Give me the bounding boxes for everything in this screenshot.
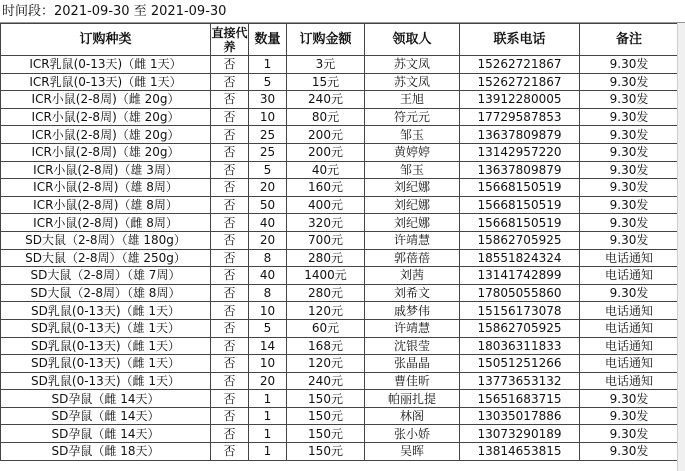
cell-type[interactable]: SD乳鼠(0-13天)（雌 1天） [1,355,211,373]
cell-amount[interactable]: 320元 [287,214,365,232]
cell-quantity[interactable]: 10 [249,302,287,320]
cell-remark[interactable]: 9.30发 [580,443,679,461]
table-row[interactable] [1,126,679,144]
cell-recipient[interactable]: 帕丽扎提 [365,390,460,408]
cell-remark[interactable]: 电话通知 [580,249,679,267]
cell-type[interactable]: SD乳鼠(0-13天)（雌 1天） [1,302,211,320]
cell-quantity[interactable]: 1 [249,56,287,74]
cell-recipient[interactable]: 刘纪娜 [365,196,460,214]
cell-quantity[interactable]: 1 [249,443,287,461]
end-date[interactable]: 2021-09-30 [150,4,227,19]
cell-phone[interactable]: 15156173078 [460,302,580,320]
cell-quantity[interactable]: 8 [249,249,287,267]
cell-amount[interactable]: 280元 [287,284,365,302]
table-row[interactable] [1,143,679,161]
cell-type[interactable]: SD乳鼠(0-13天)（雄 1天） [1,319,211,337]
cell-remark[interactable]: 9.30发 [580,196,679,214]
cell-direct-raise[interactable]: 否 [211,91,249,109]
cell-recipient[interactable]: 郭蓓蓓 [365,249,460,267]
col-header-recipient: 领取人 [365,24,460,56]
cell-amount[interactable]: 60元 [287,319,365,337]
cell-phone[interactable]: 15262721867 [460,73,580,91]
start-date[interactable]: 2021-09-30 [54,4,130,19]
cell-amount[interactable]: 120元 [287,355,365,373]
cell-phone[interactable]: 13637809879 [460,161,580,179]
cell-direct-raise[interactable]: 否 [211,407,249,425]
table-row[interactable] [1,56,679,74]
cell-quantity[interactable]: 8 [249,284,287,302]
cell-quantity[interactable]: 20 [249,372,287,390]
cell-remark[interactable]: 9.30发 [580,143,679,161]
cell-quantity[interactable]: 20 [249,179,287,197]
cell-direct-raise[interactable]: 否 [211,56,249,74]
cell-phone[interactable]: 13035017886 [460,407,580,425]
header-row [1,24,679,56]
cell-quantity[interactable]: 14 [249,337,287,355]
cell-quantity[interactable]: 1 [249,390,287,408]
cell-type[interactable]: ICR小鼠(2-8周)（雌 8周） [1,214,211,232]
cell-type[interactable]: SD乳鼠(0-13天)（雌 1天） [1,337,211,355]
cell-recipient[interactable]: 曹佳昕 [365,372,460,390]
cell-phone[interactable]: 18036311833 [460,337,580,355]
table-row[interactable] [1,355,679,373]
cell-remark[interactable]: 9.30发 [580,390,679,408]
cell-amount[interactable]: 280元 [287,249,365,267]
col-header-type: 订购种类 [1,24,211,56]
cell-direct-raise[interactable]: 否 [211,73,249,91]
cell-direct-raise[interactable]: 否 [211,196,249,214]
cell-quantity[interactable]: 50 [249,196,287,214]
col-header-amount: 订购金额 [287,24,365,56]
cell-quantity[interactable]: 1 [249,407,287,425]
table-row[interactable] [1,284,679,302]
cell-amount[interactable]: 1400元 [287,267,365,285]
cell-direct-raise[interactable]: 否 [211,355,249,373]
col-header-direct-raise: 直接代养 [211,25,248,54]
cell-type[interactable]: SD孕鼠（雌 14天） [1,407,211,425]
cell-quantity[interactable]: 5 [249,73,287,91]
table-row[interactable] [1,372,679,390]
to-label: 至 [133,4,147,19]
cell-remark[interactable]: 9.30发 [580,126,679,144]
cell-type[interactable]: SD孕鼠（雌 14天） [1,425,211,443]
cell-direct-raise[interactable]: 否 [211,425,249,443]
cell-recipient[interactable]: 苏文凤 [365,73,460,91]
col-header-phone: 联系电话 [460,24,580,56]
cell-amount[interactable]: 160元 [287,179,365,197]
cell-recipient[interactable]: 王旭 [365,91,460,109]
cell-recipient[interactable]: 刘茜 [365,267,460,285]
cell-direct-raise[interactable]: 否 [211,126,249,144]
cell-type[interactable]: SD孕鼠（雌 18天） [1,443,211,461]
cell-amount[interactable]: 400元 [287,196,365,214]
cell-amount[interactable]: 240元 [287,372,365,390]
cell-recipient[interactable]: 刘纪娜 [365,179,460,197]
cell-type[interactable]: ICR小鼠(2-8周)（雄 3周） [1,161,211,179]
cell-amount[interactable]: 200元 [287,143,365,161]
cell-remark[interactable]: 9.30发 [580,425,679,443]
cell-quantity[interactable]: 20 [249,231,287,249]
cell-phone[interactable]: 17805055860 [460,284,580,302]
cell-type[interactable]: ICR小鼠(2-8周)（雄 8周） [1,179,211,197]
cell-quantity[interactable]: 5 [249,319,287,337]
cell-direct-raise[interactable]: 否 [211,108,249,126]
cell-remark[interactable]: 9.30发 [580,161,679,179]
cell-type[interactable]: SD大鼠（2-8周）（雄 250g） [1,249,211,267]
cell-remark[interactable]: 电话通知 [580,267,679,285]
cell-type[interactable]: ICR小鼠(2-8周)（雄 20g） [1,126,211,144]
cell-recipient[interactable]: 许靖慧 [365,231,460,249]
cell-phone[interactable]: 15651683715 [460,390,580,408]
cell-recipient[interactable]: 邹玉 [365,126,460,144]
cell-type[interactable]: SD乳鼠(0-13天)（雌 1天） [1,372,211,390]
cell-remark[interactable]: 电话通知 [580,355,679,373]
table-row[interactable] [1,443,679,461]
cell-direct-raise[interactable]: 否 [211,319,249,337]
cell-recipient[interactable]: 林阁 [365,407,460,425]
cell-phone[interactable]: 13073290189 [460,425,580,443]
cell-amount[interactable]: 150元 [287,443,365,461]
cell-type[interactable]: ICR乳鼠(0-13天)（雌 1天） [1,56,211,74]
cell-recipient[interactable]: 邹玉 [365,161,460,179]
cell-recipient[interactable]: 符元元 [365,108,460,126]
cell-quantity[interactable]: 25 [249,143,287,161]
cell-amount[interactable]: 120元 [287,302,365,320]
cell-phone[interactable]: 15862705925 [460,231,580,249]
cell-phone[interactable]: 13141742899 [460,267,580,285]
table-row[interactable] [1,91,679,109]
cell-direct-raise[interactable]: 否 [211,214,249,232]
cell-type[interactable]: SD孕鼠（雌 14天） [1,390,211,408]
cell-recipient[interactable]: 黄婷婷 [365,143,460,161]
cell-phone[interactable]: 13814653815 [460,443,580,461]
cell-direct-raise[interactable]: 否 [211,443,249,461]
cell-phone[interactable]: 15668150519 [460,179,580,197]
cell-phone[interactable]: 13637809879 [460,126,580,144]
cell-remark[interactable]: 9.30发 [580,108,679,126]
table-row[interactable] [1,319,679,337]
table-row[interactable] [1,302,679,320]
cell-remark[interactable]: 9.30发 [580,214,679,232]
cell-direct-raise[interactable]: 否 [211,372,249,390]
cell-direct-raise[interactable]: 否 [211,390,249,408]
cell-phone[interactable]: 15051251266 [460,355,580,373]
cell-recipient[interactable]: 苏文凤 [365,56,460,74]
cell-quantity[interactable]: 10 [249,108,287,126]
table-row[interactable] [1,337,679,355]
cell-direct-raise[interactable]: 否 [211,179,249,197]
cell-direct-raise[interactable]: 否 [211,231,249,249]
cell-quantity[interactable]: 30 [249,91,287,109]
cell-amount[interactable]: 80元 [287,108,365,126]
cell-recipient[interactable]: 许靖慧 [365,319,460,337]
cell-amount[interactable]: 40元 [287,161,365,179]
table-row[interactable] [1,249,679,267]
table-row[interactable] [1,108,679,126]
col-header-remark: 备注 [580,24,679,56]
cell-amount[interactable]: 150元 [287,407,365,425]
cell-direct-raise[interactable]: 否 [211,337,249,355]
cell-type[interactable]: SD大鼠（2-8周）（雄 180g） [1,231,211,249]
cell-quantity[interactable]: 1 [249,425,287,443]
cell-quantity[interactable]: 10 [249,355,287,373]
table-row[interactable] [1,267,679,285]
cell-quantity[interactable]: 40 [249,214,287,232]
cell-remark[interactable]: 9.30发 [580,284,679,302]
cell-remark[interactable]: 9.30发 [580,407,679,425]
time-range-label: 时间段： [2,4,55,19]
cell-recipient[interactable]: 吴晖 [365,443,460,461]
cell-phone[interactable]: 15668150519 [460,214,580,232]
cell-type[interactable]: ICR小鼠(2-8周)（雌 20g） [1,91,211,109]
table-row[interactable] [1,407,679,425]
cell-remark[interactable]: 9.30发 [580,91,679,109]
cell-direct-raise[interactable]: 否 [211,267,249,285]
cell-phone[interactable]: 15668150519 [460,196,580,214]
cell-amount[interactable]: 168元 [287,337,365,355]
cell-phone[interactable]: 15262721867 [460,56,580,74]
cell-amount[interactable]: 200元 [287,126,365,144]
cell-direct-raise[interactable]: 否 [211,161,249,179]
date-range-bar [0,0,685,23]
cell-phone[interactable]: 17729587853 [460,108,580,126]
orders-table [0,23,679,461]
cell-recipient[interactable]: 刘希文 [365,284,460,302]
cell-remark[interactable]: 9.30发 [580,73,679,91]
cell-direct-raise[interactable]: 否 [211,249,249,267]
cell-type[interactable]: SD大鼠（2-8周）（雄 7周） [1,267,211,285]
cell-remark[interactable]: 电话通知 [580,302,679,320]
cell-recipient[interactable]: 戚梦伟 [365,302,460,320]
cell-recipient[interactable]: 刘纪娜 [365,214,460,232]
table-row[interactable] [1,196,679,214]
cell-direct-raise[interactable]: 否 [211,284,249,302]
table-row[interactable] [1,425,679,443]
cell-remark[interactable]: 电话通知 [580,319,679,337]
cell-quantity[interactable]: 25 [249,126,287,144]
col-header-quantity: 数量 [249,24,287,56]
cell-remark[interactable]: 9.30发 [580,179,679,197]
cell-recipient[interactable]: 张晶晶 [365,355,460,373]
cell-type[interactable]: ICR小鼠(2-8周)（雄 8周） [1,196,211,214]
cell-recipient[interactable]: 沈银莹 [365,337,460,355]
cell-phone[interactable]: 13142957220 [460,143,580,161]
cell-amount[interactable]: 240元 [287,91,365,109]
cell-remark[interactable]: 电话通知 [580,372,679,390]
cell-quantity[interactable]: 5 [249,161,287,179]
table-row[interactable] [1,214,679,232]
cell-type[interactable]: SD大鼠（2-8周）（雄 8周） [1,284,211,302]
cell-phone[interactable]: 18551824324 [460,249,580,267]
cell-amount[interactable]: 15元 [287,73,365,91]
cell-recipient[interactable]: 张小娇 [365,425,460,443]
table-row[interactable] [1,390,679,408]
cell-remark[interactable]: 9.30发 [580,231,679,249]
cell-phone[interactable]: 15862705925 [460,319,580,337]
cell-amount[interactable]: 150元 [287,390,365,408]
cell-direct-raise[interactable]: 否 [211,143,249,161]
cell-phone[interactable]: 13773653132 [460,372,580,390]
cell-phone[interactable]: 13912280005 [460,91,580,109]
cell-amount[interactable]: 700元 [287,231,365,249]
cell-amount[interactable]: 150元 [287,425,365,443]
cell-type[interactable]: ICR小鼠(2-8周)（雄 20g） [1,108,211,126]
cell-amount[interactable]: 3元 [287,56,365,74]
cell-direct-raise[interactable]: 否 [211,302,249,320]
table-row[interactable] [1,179,679,197]
cell-remark[interactable]: 电话通知 [580,337,679,355]
vertical-scrollbar[interactable] [677,23,685,471]
table-row[interactable] [1,73,679,91]
table-row[interactable] [1,161,679,179]
cell-type[interactable]: ICR乳鼠(0-13天)（雌 1天） [1,73,211,91]
cell-type[interactable]: ICR小鼠(2-8周)（雄 20g） [1,143,211,161]
cell-remark[interactable]: 9.30发 [580,56,679,74]
cell-quantity[interactable]: 40 [249,267,287,285]
table-row[interactable] [1,231,679,249]
